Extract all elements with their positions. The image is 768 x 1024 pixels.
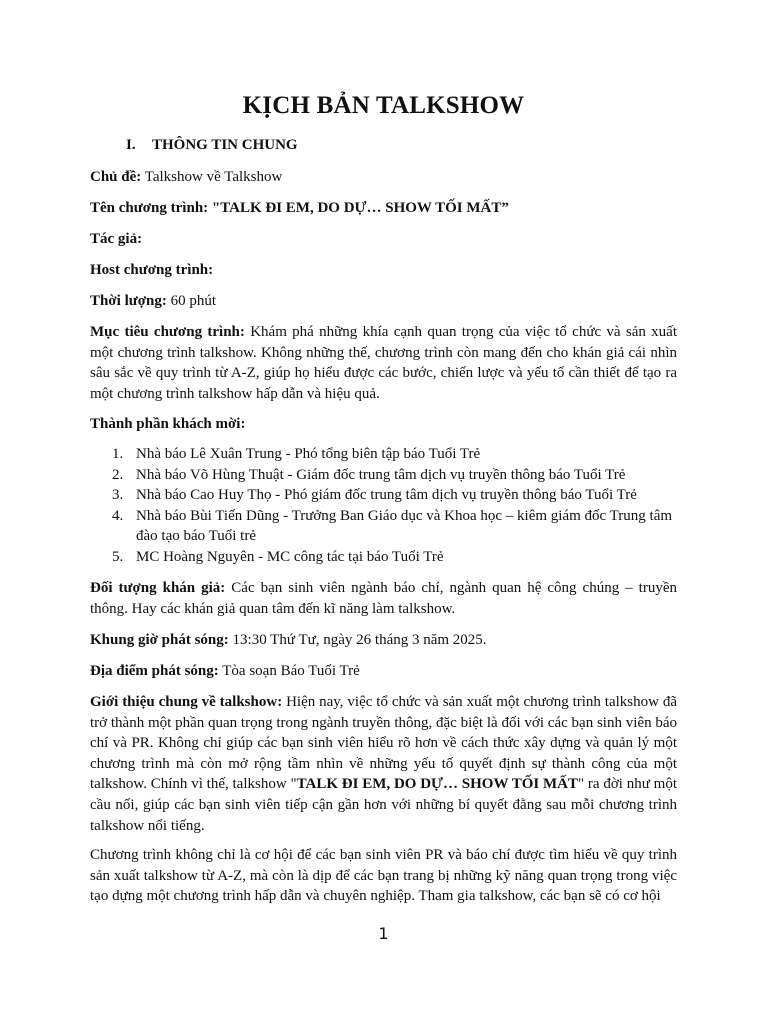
topic-line <box>90 167 677 188</box>
objective-value: Khám phá những khía cạnh quan trọng của việc tổ chức và sản xuất một chương trình talkshow. Không những thế, chương trình còn mang đến cho khán giả cái nhìn sâu sắc về quy trình từ A-Z, giúp họ hiểu được các bước, chiến lược và yếu tố cần thiết để tạo ra một chương trình talkshow hấp dẫn và hiệu quả. <box>90 324 677 402</box>
guests-label: Thành phần khách mời: <box>90 416 246 432</box>
list-item-text: Nhà báo Lê Xuân Trung - Phó tổng biên tập báo Tuổi Trẻ <box>136 446 481 462</box>
host-label: Host chương trình: <box>90 262 214 278</box>
intro-label: Giới thiệu chung về talkshow: <box>90 694 283 710</box>
closing-paragraph: Chương trình không chỉ là cơ hội để các bạn sinh viên PR và báo chí được tìm hiểu về quy trình sản xuất talkshow từ A-Z, mà còn là dịp để các bạn trang bị những kỹ năng quan trọng trong việc tạo dựng một chương trình hấp dẫn và chuyên nghiệp. Tham gia talkshow, các bạn sẽ có cơ hội <box>90 847 677 905</box>
objective-label: Mục tiêu chương trình: <box>90 324 245 340</box>
section-number: I. <box>126 137 136 153</box>
audience-paragraph <box>90 578 677 619</box>
venue-label: Địa điểm phát sóng: <box>90 663 219 679</box>
guests-heading <box>90 414 677 435</box>
venue-line <box>90 661 677 682</box>
section-heading <box>126 137 298 154</box>
author-line <box>90 229 677 250</box>
list-item-text: Nhà báo Bùi Tiến Dũng - Trưởng Ban Giáo dục và Khoa học – kiêm giám đốc Trung tâm đào tạo báo Tuổi trẻ <box>136 507 673 545</box>
list-item-text: MC Hoàng Nguyên - MC công tác tại báo Tuổi Trẻ <box>136 548 444 565</box>
list-item-number: 5. <box>112 548 124 565</box>
list-item <box>90 444 677 465</box>
author-label: Tác giả: <box>90 231 143 247</box>
list-item-number: 4. <box>112 507 124 524</box>
duration-label: Thời lượng: <box>90 293 167 309</box>
program-name-label: Tên chương trình: "TALK ĐI EM, DO DỰ… SHOW TỐI MẤT” <box>90 200 509 216</box>
intro-program-name: TALK ĐI EM, DO DỰ… SHOW TỐI MẤT <box>296 776 579 793</box>
guest-list <box>90 444 677 568</box>
program-name-line <box>90 198 677 219</box>
host-line <box>90 260 677 281</box>
intro-text-2: " ra đời như một cầu nối, giúp các bạn sinh viên tiếp cận gần hơn với những bí quyết đằng sau mỗi chương trình talkshow nổi tiếng. <box>90 776 678 834</box>
list-item-number: 3. <box>112 487 124 504</box>
topic-label: Chủ đề: <box>90 169 142 185</box>
document-page <box>90 0 677 1024</box>
section-heading-text: THÔNG TIN CHUNG <box>152 137 298 153</box>
airtime-label: Khung giờ phát sóng: <box>90 632 229 648</box>
airtime-line <box>90 630 677 651</box>
intro-text-1: Hiện nay, việc tổ chức và sản xuất một chương trình talkshow đã trở thành một phần quan trọng trong ngành truyền thông, đặc biệt là đối với các bạn sinh viên báo chí và PR. Không chỉ giúp các bạn sinh viên hiểu rõ hơn về cách thức xây dựng và quản lý một chương trình mà còn mở rộng tầm nhìn về những yếu tố quyết định sự thành công của một talkshow. Chính vì thế, talkshow " <box>90 694 677 793</box>
list-item <box>90 485 677 506</box>
list-item-text: Nhà báo Cao Huy Thọ - Phó giám đốc trung tâm dịch vụ truyền thông báo Tuổi Trẻ <box>136 487 637 504</box>
list-item-number: 1. <box>112 446 124 462</box>
intro-paragraph <box>90 692 677 836</box>
audience-label: Đối tượng khán giả: <box>90 580 226 596</box>
list-item <box>90 506 677 547</box>
list-item-text: Nhà báo Võ Hùng Thuật - Giám đốc trung tâm dịch vụ truyền thông báo Tuổi Trẻ <box>136 466 626 483</box>
page-number: 1 <box>378 924 389 943</box>
topic-value: Talkshow về Talkshow <box>141 169 283 185</box>
list-item <box>90 547 677 568</box>
document-title: KỊCH BẢN TALKSHOW <box>242 92 525 119</box>
objective-paragraph <box>90 322 677 404</box>
list-item <box>90 465 677 486</box>
list-item-number: 2. <box>112 466 124 483</box>
airtime-value: 13:30 Thứ Tư, ngày 26 tháng 3 năm 2025. <box>228 632 487 648</box>
audience-value: Các bạn sinh viên ngành báo chí, ngành quan hệ công chúng – truyền thông. Hay các khán giả quan tâm đến kĩ năng làm talkshow. <box>90 580 677 617</box>
duration-line <box>90 291 677 312</box>
venue-value: Tòa soạn Báo Tuổi Trẻ <box>218 663 360 679</box>
duration-value: 60 phút <box>166 293 217 309</box>
